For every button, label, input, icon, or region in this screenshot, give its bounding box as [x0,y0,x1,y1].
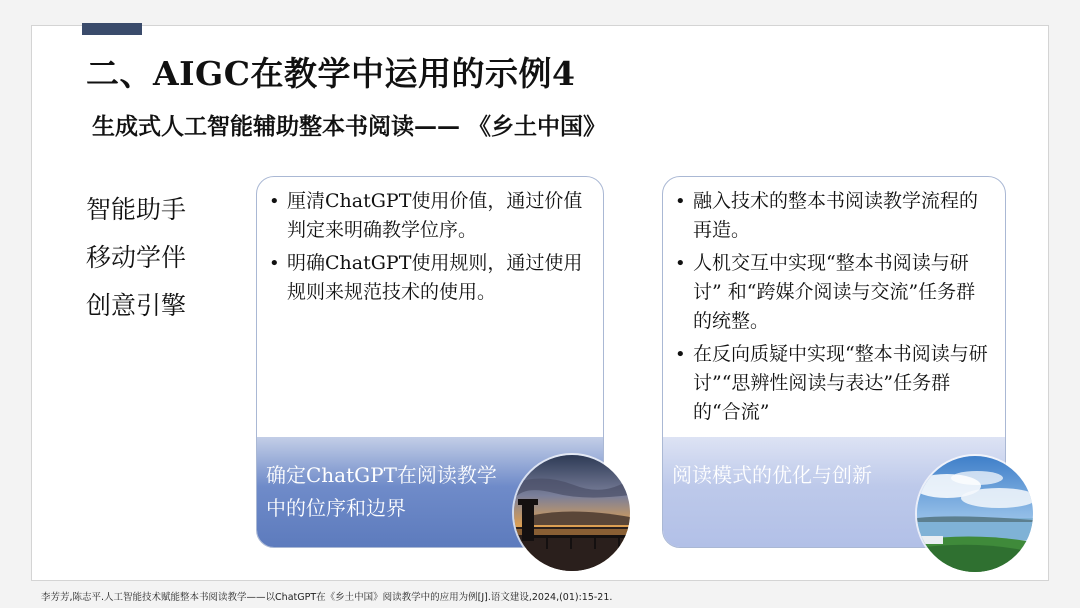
sunset-pier-image [514,455,630,571]
role-item: 智能助手 [86,195,187,224]
bullet-item: • 在反向质疑中实现“整本书阅读与研讨”“思辨性阅读与表达”任务群的“合流” [675,340,991,427]
band-label: 确定ChatGPT在阅读教学中的位序和边界 [266,463,497,520]
title-accent-bar [82,23,142,35]
bullet-item: • 明确ChatGPT使用规则，通过使用规则来规范技术的使用。 [269,249,589,307]
slide-subtitle: 生成式人工智能辅助整本书阅读—— 《乡土中国》 [92,113,607,140]
card-bullet-list [269,187,589,311]
band-label: 阅读模式的优化与创新 [672,463,872,487]
bullet-item: • 人机交互中实现“整本书阅读与研讨” 和“跨媒介阅读与交流”任务群的统整。 [675,249,991,336]
role-item: 创意引擎 [86,291,187,320]
citation: 李芳芳,陈志平.人工智能技术赋能整本书阅读教学——以ChatGPT在《乡土中国》阅读教学中的应用为例[J].语文建设,2024,(01):15-21. [41,592,613,603]
lake-shore-photo [917,456,1033,572]
sunset-pier-photo [514,455,630,571]
slide-title: 二、AIGC在教学中运用的示例4 [86,54,576,93]
card-bullet-list [675,187,991,431]
bullet-item: • 厘清ChatGPT使用价值，通过价值判定来明确教学位序。 [269,187,589,245]
lake-shore-image [917,456,1033,572]
role-item: 移动学伴 [86,243,187,272]
slide [31,25,1049,581]
role-list [86,186,186,330]
bullet-item: • 融入技术的整本书阅读教学流程的再造。 [675,187,991,245]
